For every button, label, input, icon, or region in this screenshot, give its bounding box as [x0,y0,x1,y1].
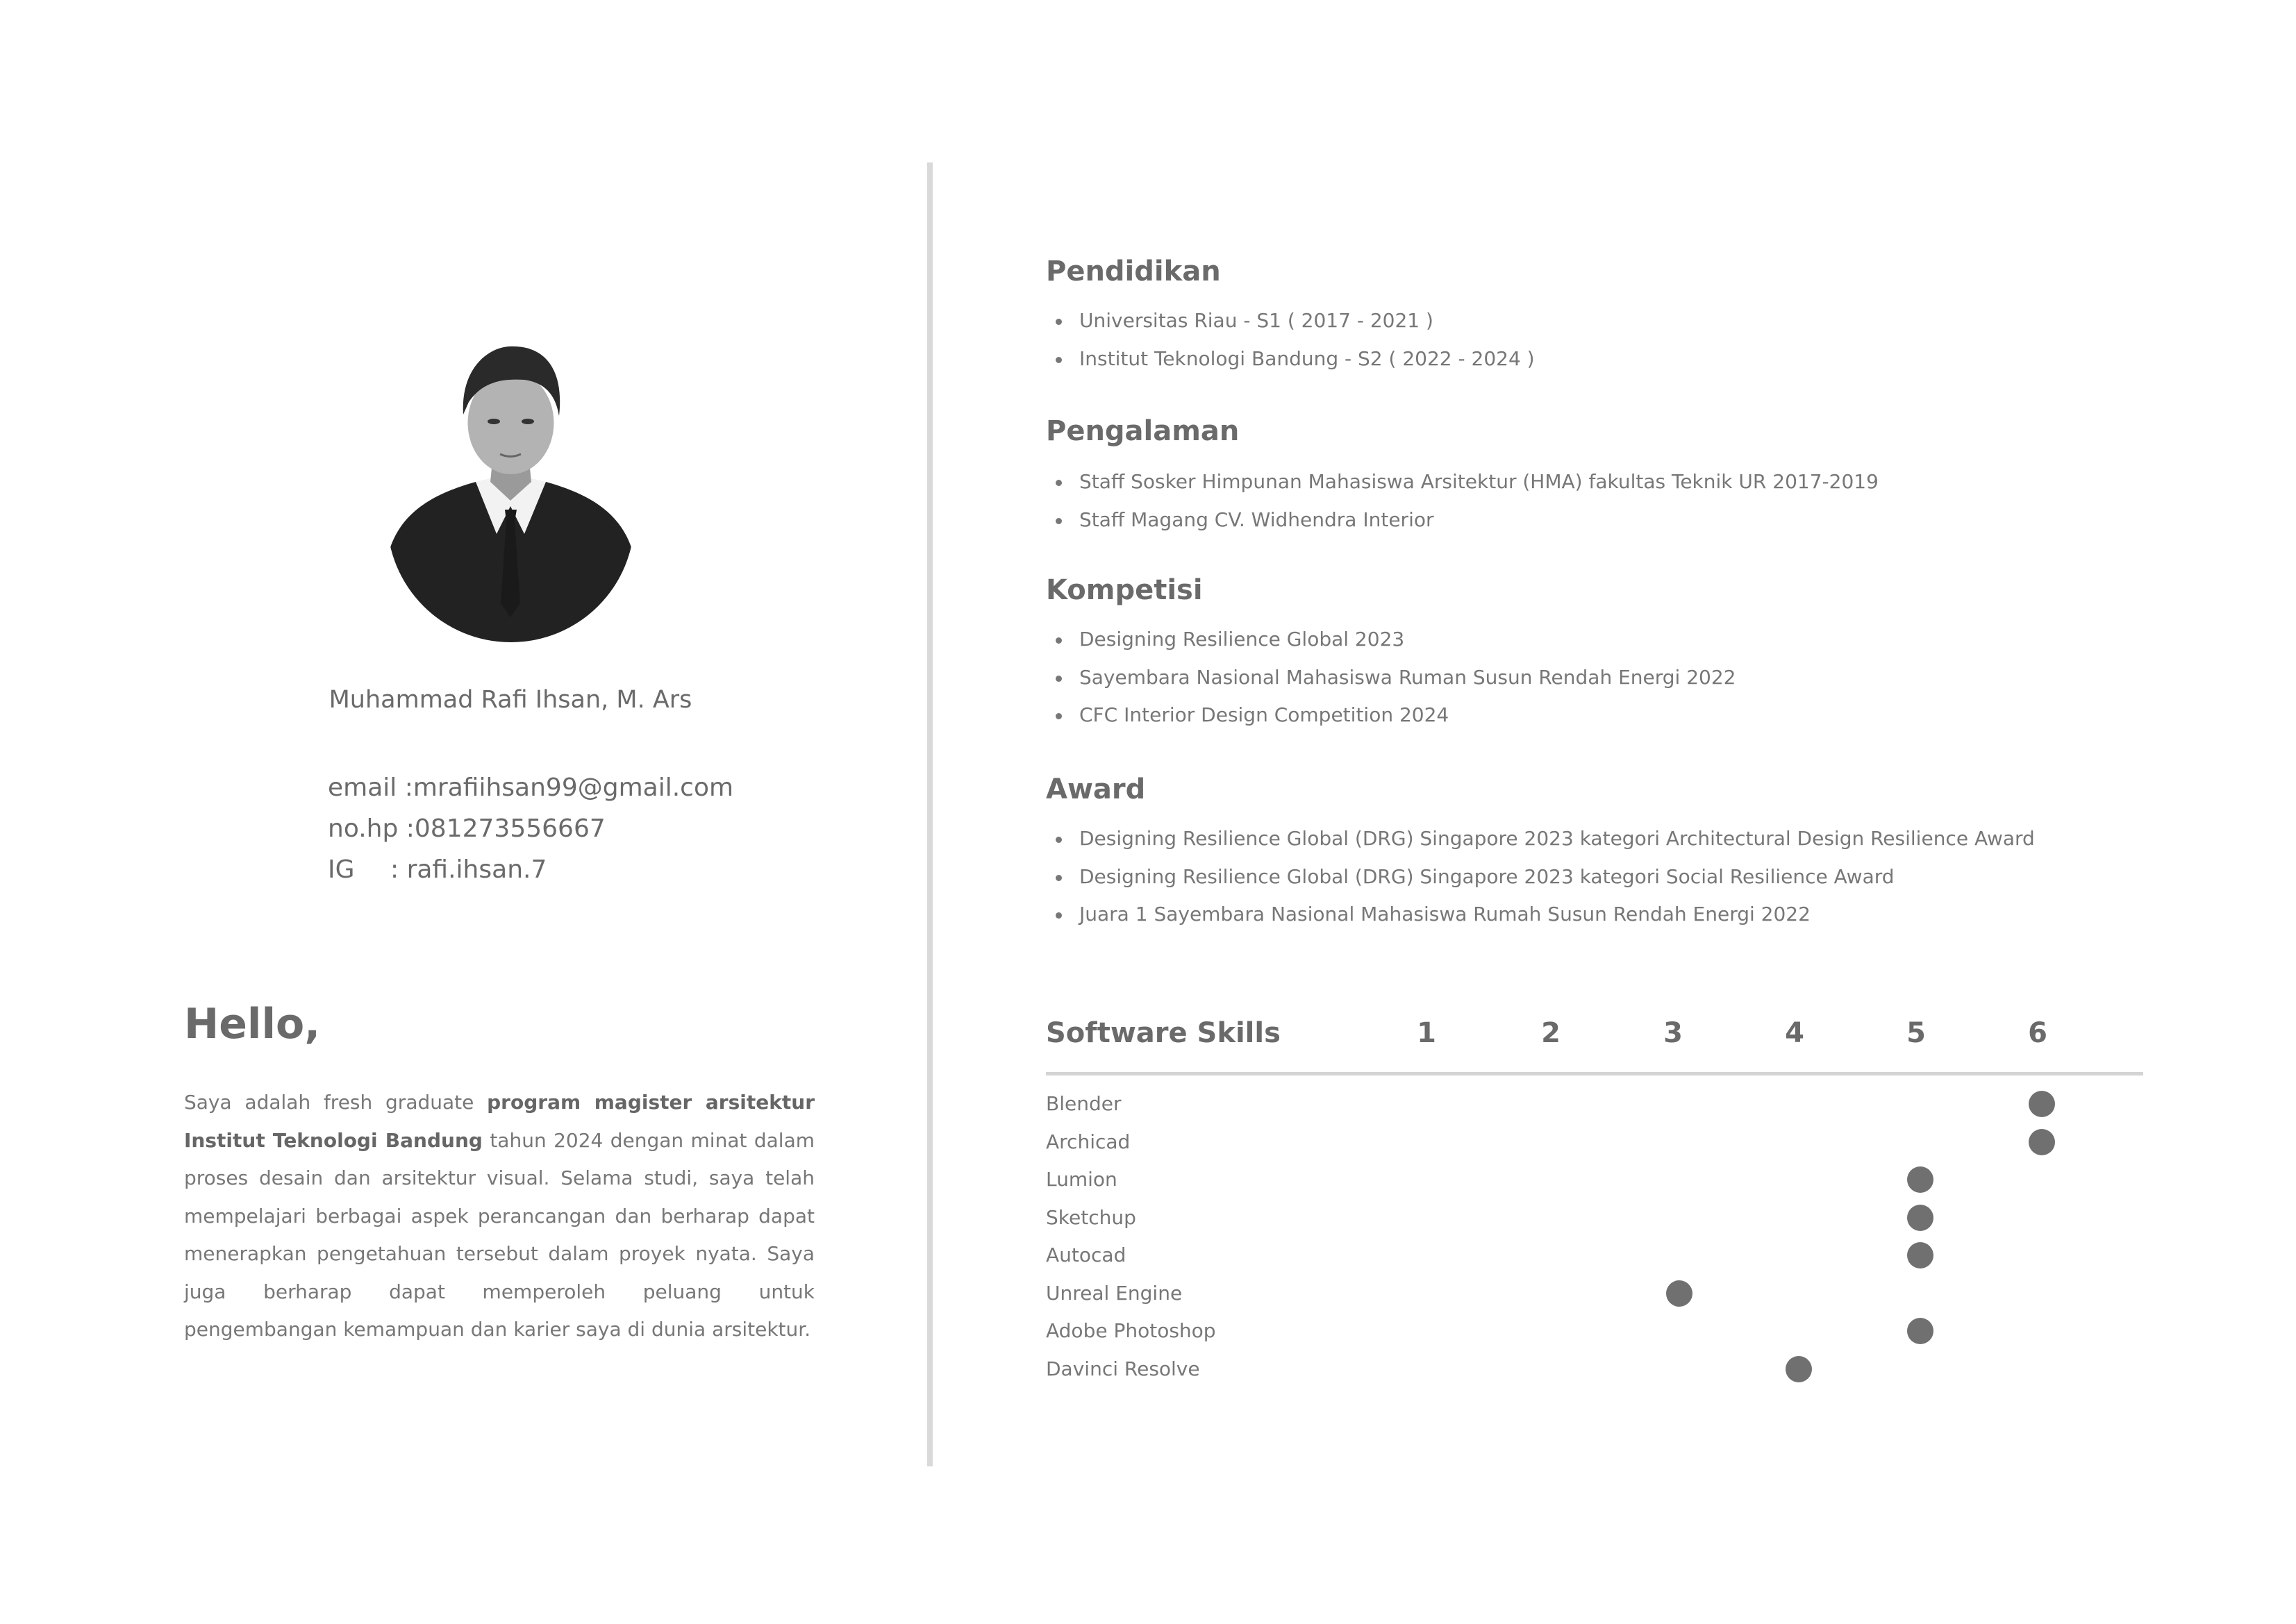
instagram-value[interactable]: : rafi.ihsan.7 [390,855,547,884]
skill-level-dot [1786,1356,1812,1382]
profile-name: Muhammad Rafi Ihsan, M. Ars [328,686,692,714]
skill-level-dot [1907,1242,1933,1269]
skill-level-dot [1907,1166,1933,1193]
level-header: 2 [1541,1017,1561,1049]
list-item: Designing Resilience Global (DRG) Singapore 2023 kategori Architectural Design Resilience Award [1046,820,2035,858]
skill-name: Unreal Engine [1046,1281,1183,1305]
skill-rows [1046,1085,2143,1388]
list-item: Universitas Riau - S1 ( 2017 - 2021 ) [1046,302,1535,340]
skill-level-dot [2029,1091,2055,1117]
intro-text-1: Saya adalah fresh graduate [184,1091,488,1114]
level-header: 6 [2028,1017,2047,1049]
section-pengalaman [1046,412,1879,539]
section-title: Award [1046,773,1146,805]
section-award [1046,770,2035,934]
skill-name: Lumion [1046,1168,1117,1191]
list-item: Designing Resilience Global 2023 [1046,621,1736,659]
instagram-row [328,853,733,894]
email-label: email : [328,773,413,802]
profile-photo [385,340,636,642]
level-header: 4 [1785,1017,1804,1049]
level-header: 1 [1417,1017,1436,1049]
section-kompetisi [1046,571,1736,735]
list-item: Staff Sosker Himpunan Mahasiswa Arsitektur (HMA) fakultas Teknik UR 2017-2019 [1046,463,1879,501]
skill-row [1046,1237,2143,1275]
skill-row [1046,1275,2143,1313]
competition-list [1046,621,1736,735]
software-skills-table [1046,1011,2143,1380]
level-header: 5 [1906,1017,1926,1049]
list-item: Staff Magang CV. Widhendra Interior [1046,501,1879,539]
contact-block [328,771,733,894]
phone-row [328,812,733,853]
list-item: Institut Teknologi Bandung - S2 ( 2022 - 2024 ) [1046,340,1535,378]
email-row [328,771,733,812]
skill-name: Sketchup [1046,1205,1136,1229]
skill-level-dot [1666,1280,1692,1307]
instagram-label: IG [328,855,355,884]
section-title: Pendidikan [1046,256,1221,287]
skill-row [1046,1161,2143,1199]
award-list [1046,820,2035,934]
experience-list [1046,463,1879,539]
skills-divider [1046,1072,2143,1075]
skill-row [1046,1123,2143,1162]
skill-row [1046,1199,2143,1237]
phone-value[interactable]: 081273556667 [414,814,606,843]
skill-name: Blender [1046,1092,1122,1115]
skill-name: Davinci Resolve [1046,1357,1200,1380]
intro-text-bold: program magister arsitektur Institut Teknologi Bandung [184,1091,815,1152]
skill-level-dot [1907,1205,1933,1231]
section-title: Kompetisi [1046,574,1203,606]
list-item: Sayembara Nasional Mahasiswa Ruman Susun Rendah Energi 2022 [1046,659,1736,697]
phone-label: no.hp : [328,814,415,843]
skill-row [1046,1312,2143,1350]
section-pendidikan [1046,252,1535,378]
column-divider [927,162,933,1466]
skill-name: Archicad [1046,1130,1131,1153]
intro-paragraph [184,1084,815,1349]
list-item: Juara 1 Sayembara Nasional Mahasiswa Rumah Susun Rendah Energi 2022 [1046,896,2035,934]
list-item: Designing Resilience Global (DRG) Singapore 2023 kategori Social Resilience Award [1046,858,2035,896]
section-title: Pengalaman [1046,415,1240,447]
skill-level-dot [1907,1318,1933,1344]
skill-row [1046,1350,2143,1389]
skill-name: Adobe Photoshop [1046,1319,1216,1342]
level-header: 3 [1663,1017,1683,1049]
skill-name: Autocad [1046,1244,1126,1266]
skill-row [1046,1085,2143,1123]
skills-title: Software Skills [1046,1017,1281,1049]
education-list [1046,302,1535,378]
email-value[interactable]: mrafiihsan99@gmail.com [413,773,734,802]
intro-heading: Hello, [184,1000,321,1048]
intro-text-2: tahun 2024 dengan minat dalam proses desain dan arsitektur visual. Selama studi, saya telah mempelajari berbagai aspek perancangan dan berharap dapat menerapkan pengetahuan tersebut dalam proyek nyata. Saya juga berharap dapat memperoleh peluang untuk pengembangan kemampuan dan karier saya di dunia arsitektur. [184,1128,815,1341]
list-item: CFC Interior Design Competition 2024 [1046,696,1736,735]
skills-header [1046,1011,2143,1072]
skill-level-dot [2029,1129,2055,1155]
